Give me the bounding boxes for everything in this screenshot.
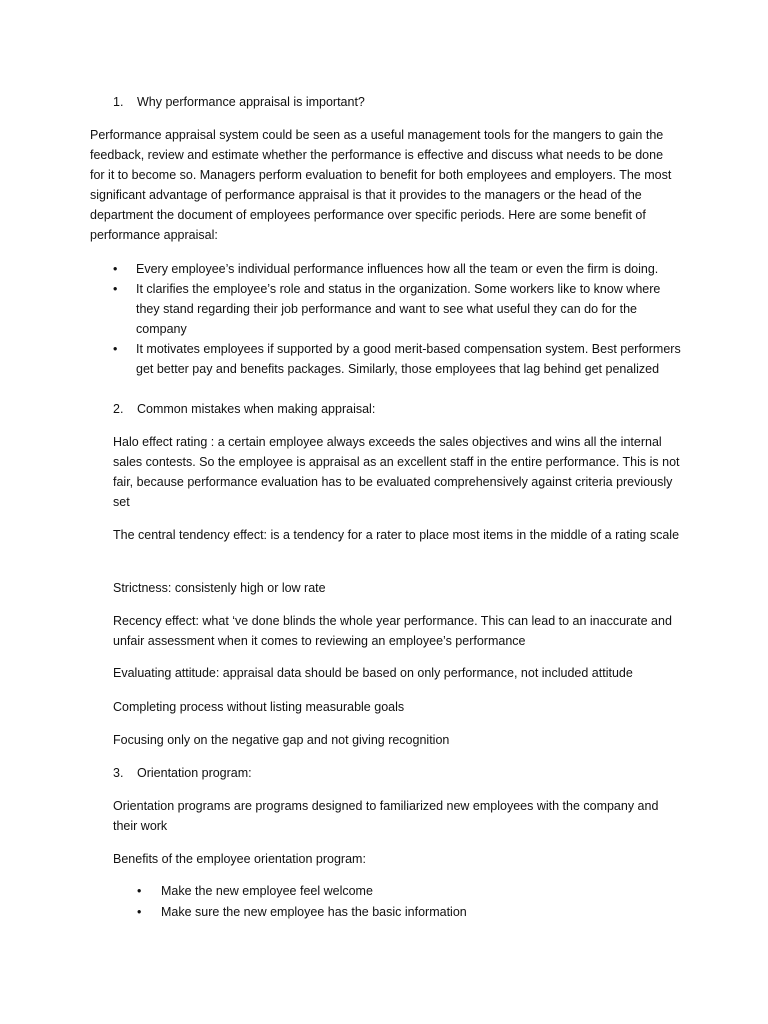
recency-effect-paragraph: Recency effect: what ‘ve done blinds the whole year performance. This can lead to an inaccurate and unfair assessment when it comes to reviewing an employee’s performance xyxy=(113,614,672,648)
bullet-text: It motivates employees if supported by a good merit-based compensation system. Best performers get better pay and benefits packages. Similarly, those employees that lag behind get penalized xyxy=(136,342,681,376)
section-2-heading: Common mistakes when making appraisal: xyxy=(137,402,376,416)
bullet-text: It clarifies the employee’s role and status in the organization. Some workers like to know where they stand regarding their job performance and want to see what useful they can do for the company xyxy=(136,282,661,336)
section-1-bullet-item xyxy=(113,339,683,379)
bullet-text: Make sure the new employee has the basic information xyxy=(161,905,467,919)
section-1-paragraph: Performance appraisal system could be seen as a useful management tools for the mangers to gain the feedback, review and estimate whether the performance is effective and discuss what needs to be done for it to become so. Managers perform evaluation to benefit for both employees and employers. The most significant advantage of performance appraisal is that it provides to the managers or the head of the department the document of employees performance over specific periods. Here are some benefit of performance appraisal: xyxy=(90,128,672,242)
bullet-icon: • xyxy=(113,342,118,356)
bullet-icon: • xyxy=(113,282,118,296)
section-3-bullet-item xyxy=(137,881,677,901)
orientation-definition-paragraph: Orientation programs are programs designed to familiarized new employees with the company and their work xyxy=(113,799,659,833)
orientation-benefits-intro: Benefits of the employee orientation program: xyxy=(113,852,366,866)
bullet-text: Make the new employee feel welcome xyxy=(161,884,373,898)
halo-effect-paragraph: Halo effect rating : a certain employee always exceeds the sales objectives and wins all the internal sales contests. So the employee is appraisal as an excellent staff in the entire performance. This is not fair, because performance evaluation has to be evaluated comprehensively against criteria previously set xyxy=(113,435,680,509)
section-3-bullet-item xyxy=(137,902,677,922)
bullet-icon: • xyxy=(137,905,142,919)
section-3-number: 3. xyxy=(113,766,124,780)
bullet-icon: • xyxy=(113,262,118,276)
bullet-text: Every employee’s individual performance influences how all the team or even the firm is doing. xyxy=(136,262,659,276)
section-2-number: 2. xyxy=(113,402,124,416)
evaluating-attitude-paragraph: Evaluating attitude: appraisal data should be based on only performance, not included attitude xyxy=(113,666,633,680)
section-1-bullet-item xyxy=(113,279,683,339)
section-3-heading: Orientation program: xyxy=(137,766,252,780)
section-1-number: 1. xyxy=(113,95,124,109)
strictness-paragraph: Strictness: consistenly high or low rate xyxy=(113,581,326,595)
central-tendency-paragraph: The central tendency effect: is a tendency for a rater to place most items in the middle of a rating scale xyxy=(113,528,680,542)
negative-gap-paragraph: Focusing only on the negative gap and not giving recognition xyxy=(113,733,450,747)
section-1-bullet-item xyxy=(113,259,683,279)
bullet-icon: • xyxy=(137,884,142,898)
measurable-goals-paragraph: Completing process without listing measurable goals xyxy=(113,700,405,714)
section-1-heading: Why performance appraisal is important? xyxy=(137,95,365,109)
